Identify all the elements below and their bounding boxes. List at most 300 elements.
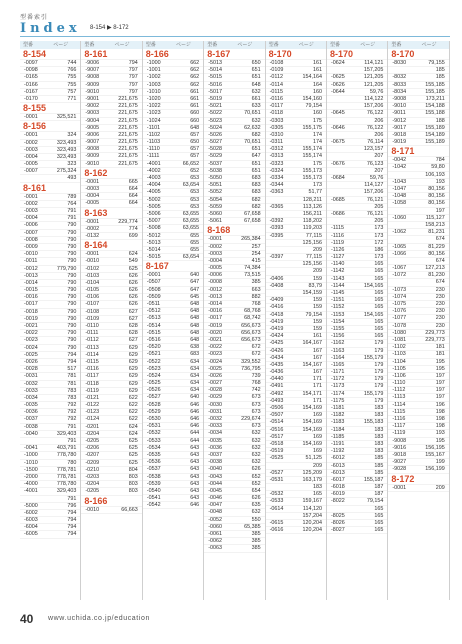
page-ref: 653: [190, 175, 200, 181]
page-ref: 183: [312, 484, 322, 491]
page-ref: 783: [67, 387, 77, 394]
model-number: -0002: [85, 225, 100, 232]
index-row: [20, 266, 80, 273]
model-number: [327, 67, 356, 73]
page-ref: 797: [128, 88, 138, 95]
index-row: [327, 304, 387, 311]
page-ref: 634: [190, 387, 200, 394]
model-number: -9009: [85, 81, 100, 88]
index-row: [204, 197, 264, 204]
model-number: -0311: [269, 139, 283, 146]
index-row: [204, 531, 264, 538]
index-row: [204, 366, 264, 373]
page-ref: 794: [67, 351, 77, 358]
index-row: [143, 373, 203, 380]
model-number: -0047: [208, 502, 222, 509]
model-number: -0043: [208, 473, 222, 480]
model-number: -0344: [269, 182, 284, 189]
index-row: [81, 481, 141, 488]
page-ref: 229,674: [241, 416, 261, 422]
model-number: -1142: [331, 268, 345, 275]
page-ref: 643: [190, 466, 200, 473]
index-row: [204, 380, 264, 387]
index-row: [327, 333, 387, 340]
model-number: -4001: [146, 160, 161, 167]
index-row: [81, 445, 141, 452]
page-ref: 159,167: [302, 498, 322, 505]
index-row: [81, 193, 141, 200]
page-ref: 683: [190, 351, 200, 358]
model-number: -1060: [392, 214, 407, 221]
page-ref: 70,651: [244, 139, 261, 146]
page-ref: 638: [190, 344, 200, 351]
index-row: [388, 118, 448, 125]
page-ref: 324: [67, 132, 77, 139]
page-ref: 230: [435, 301, 445, 307]
model-number: -0524: [146, 372, 161, 379]
column-header: [388, 41, 448, 49]
index-row: [266, 391, 326, 398]
page-ref: 159: [312, 297, 322, 304]
column-header-page: ページ: [298, 42, 314, 48]
page-ref: 81,230: [428, 272, 445, 279]
model-number: -0522: [146, 358, 161, 365]
index-row: [20, 237, 80, 244]
index-row: [204, 330, 264, 337]
page-ref: 648: [190, 336, 200, 343]
index-row: [20, 215, 80, 222]
index-row: [266, 139, 326, 146]
model-number: -1078: [392, 322, 407, 329]
page-ref: 632: [251, 437, 261, 444]
model-number: -0493: [269, 397, 284, 404]
model-number: -5038: [208, 167, 222, 174]
model-number: -1143: [331, 275, 345, 282]
page-ref: 197: [435, 372, 445, 379]
index-row: [266, 161, 326, 168]
page-ref: 174: [312, 131, 322, 138]
page-ref: 154,160: [302, 95, 322, 102]
index-row: [204, 132, 264, 139]
page-ref: 683: [251, 189, 261, 196]
index-row: [143, 387, 203, 394]
page-ref: 790: [67, 243, 77, 250]
column-header-page: ページ: [237, 42, 253, 48]
index-row: [327, 182, 387, 189]
index-row: [20, 345, 80, 352]
model-number: -0033: [208, 423, 222, 430]
model-number: -0542: [146, 502, 161, 509]
page-ref: 174: [312, 139, 322, 146]
index-row: [143, 153, 203, 160]
model-number: -9010: [392, 103, 407, 110]
page-ref: 173: [374, 225, 384, 232]
model-number: -1000: [146, 60, 161, 66]
page-ref: 629: [128, 344, 138, 351]
index-row: [204, 373, 264, 380]
index-row: [266, 333, 326, 340]
page-ref: 183: [374, 433, 384, 440]
index-row: [20, 424, 80, 431]
model-number: [266, 197, 295, 203]
index-row: [204, 67, 264, 74]
page-ref: 114,121: [364, 60, 384, 66]
page-ref: 197: [435, 207, 445, 214]
index-row: [20, 280, 80, 287]
index-row: [204, 265, 264, 272]
model-number: -0512: [146, 308, 161, 315]
model-number: -0013: [208, 293, 222, 300]
index-row: [143, 445, 203, 452]
index-row: [266, 441, 326, 448]
page-ref: 385: [251, 279, 261, 286]
index-row: [266, 369, 326, 376]
index-row: [143, 366, 203, 373]
page-ref: 155,185: [425, 81, 445, 88]
model-number: -0041: [24, 445, 38, 452]
page-ref: 157,206: [363, 103, 384, 110]
page-ref: 66,652: [182, 160, 200, 167]
model-number: -0425: [269, 340, 284, 347]
index-row: [143, 146, 203, 153]
page-ref: 160: [312, 110, 322, 117]
index-row: [388, 132, 448, 139]
index-row: [327, 340, 387, 347]
index-row: [388, 430, 448, 437]
model-number: -9008: [392, 437, 407, 444]
model-number: -4003: [146, 175, 161, 181]
model-number: -1048: [392, 193, 407, 200]
index-row: [81, 474, 141, 481]
column-header: [81, 41, 141, 49]
page-ref: 629: [128, 387, 138, 394]
page-ref: 81,231: [428, 229, 445, 236]
index-row: [81, 139, 141, 146]
model-number: -9004: [85, 117, 100, 124]
model-number: -9002: [85, 103, 100, 110]
page-ref: 183: [374, 412, 384, 419]
index-row: [388, 279, 448, 286]
index-row: [327, 326, 387, 333]
index-row: [204, 509, 264, 516]
index-row: [266, 74, 326, 81]
page-ref: 154,189: [425, 131, 445, 138]
index-row: [327, 362, 387, 369]
page-ref: 632: [251, 444, 261, 451]
page-ref: 221,675: [118, 117, 138, 124]
index-row: [327, 74, 387, 81]
column-header: [143, 41, 203, 49]
page-ref: 163,179: [302, 476, 322, 483]
index-row: [266, 412, 326, 419]
model-number: -0014: [208, 301, 222, 307]
index-row: [266, 326, 326, 333]
index-row: [388, 157, 448, 164]
index-row: [327, 441, 387, 448]
model-number: -1065: [392, 243, 407, 250]
model-number: -9011: [392, 110, 406, 117]
page-ref: 51,77: [308, 189, 322, 196]
page-ref: 797: [128, 81, 138, 88]
model-number: -0032: [208, 416, 222, 422]
index-row: [327, 312, 387, 319]
model-number: -0027: [208, 380, 222, 387]
index-row: [204, 445, 264, 452]
page-ref: 629: [128, 351, 138, 358]
model-number: -0114: [85, 351, 99, 358]
page-ref: 674: [435, 236, 445, 243]
index-row: [204, 74, 264, 81]
index-row: [388, 60, 448, 67]
model-number: -0037: [208, 451, 222, 458]
index-row: [20, 96, 80, 103]
index-row: [388, 110, 448, 117]
index-row: [266, 197, 326, 204]
model-number: -0323: [269, 160, 284, 167]
model-number: -0534: [146, 444, 161, 451]
index-row: [266, 304, 326, 311]
page-ref: 173: [374, 254, 384, 261]
index-row: [327, 369, 387, 376]
index-row: [388, 164, 448, 171]
index-row: [388, 438, 448, 445]
model-number: -0001: [24, 114, 38, 121]
index-table: [20, 41, 450, 600]
model-number: -1174: [331, 390, 345, 397]
page-ref: 67,658: [244, 218, 261, 225]
model-number: [266, 290, 295, 296]
series-heading: 8-167: [204, 49, 264, 60]
index-row: [143, 308, 203, 315]
model-number: -5024: [208, 124, 222, 131]
page-ref: 154,169: [302, 405, 322, 411]
index-row: [327, 103, 387, 110]
index-row: [327, 419, 387, 426]
index-row: [388, 186, 448, 193]
model-number: -0506: [269, 405, 284, 411]
model-number: -0324: [269, 167, 284, 174]
page-ref: 206: [374, 117, 384, 124]
page-ref: 171: [312, 383, 322, 390]
model-number: -0209: [85, 459, 100, 466]
page-ref: 780: [67, 459, 77, 466]
index-row: [20, 175, 80, 182]
model-number: -9006: [85, 131, 100, 138]
model-number: -0518: [269, 440, 284, 447]
model-number: -0004: [24, 153, 38, 160]
index-row: [327, 153, 387, 160]
page-ref: 768: [251, 301, 261, 307]
index-row: [81, 330, 141, 337]
page-ref: 325,521: [56, 114, 77, 121]
series-heading: 8-161: [20, 183, 80, 194]
index-row: [204, 168, 264, 175]
page-ref: 79,154: [305, 311, 322, 318]
index-row: [204, 182, 264, 189]
page-ref: 778,781: [56, 466, 77, 473]
model-number: -5019: [208, 95, 222, 102]
model-number: [266, 484, 295, 490]
index-row: [143, 240, 203, 247]
index-row: [327, 132, 387, 139]
index-row: [204, 438, 264, 445]
page-ref: 744: [67, 60, 77, 66]
model-number: -0393: [269, 225, 284, 232]
model-number: -0526: [146, 387, 161, 394]
page-ref: 120,204: [302, 520, 322, 526]
model-number: -0532: [146, 430, 161, 437]
page-ref: 59,76: [369, 175, 384, 181]
index-row: [81, 316, 141, 323]
model-number: -0538: [146, 473, 161, 480]
page-ref: 154,188: [425, 103, 445, 110]
index-row: [266, 484, 326, 491]
model-number: [266, 513, 295, 519]
model-number: [266, 268, 295, 274]
model-number: -0313: [269, 153, 284, 160]
model-number: -6002: [24, 509, 38, 516]
page-ref: 622: [128, 394, 138, 401]
index-row: [327, 498, 387, 505]
model-number: -5028: [208, 146, 222, 153]
page-ref: 790: [67, 337, 77, 344]
model-number: -0531: [269, 476, 284, 483]
index-row: [81, 89, 141, 96]
index-row: [20, 352, 80, 359]
page-ref: 517: [67, 366, 77, 373]
page-ref: 323: [67, 161, 77, 168]
index-row: [266, 96, 326, 103]
model-number: -9007: [85, 67, 100, 74]
page-ref: 156,199: [425, 466, 445, 473]
model-number: -0002: [24, 139, 38, 146]
page-ref: 755: [67, 74, 77, 81]
index-row: [388, 373, 448, 380]
page-ref: 185: [374, 455, 384, 462]
page-ref: 173,211: [425, 95, 445, 102]
index-row: [266, 513, 326, 520]
index-row: [20, 395, 80, 402]
footer-url[interactable]: www.uchida.co.jp/education: [48, 615, 150, 622]
page-ref: 118,202: [302, 218, 322, 225]
index-row: [20, 147, 80, 154]
page-ref: 121,205: [363, 81, 384, 88]
page-ref: 385: [251, 538, 261, 545]
index-row: [327, 261, 387, 268]
model-number: -5059: [208, 203, 222, 210]
page-ref: 794: [67, 524, 77, 531]
index-row: [81, 507, 141, 514]
model-number: -0108: [85, 308, 100, 315]
model-number: -1066: [392, 250, 407, 257]
index-row: [266, 312, 326, 319]
page-ref: 757: [67, 88, 77, 95]
page-ref: 646: [190, 423, 200, 430]
page-ref: 628: [128, 330, 138, 337]
index-row: [81, 366, 141, 373]
model-number: -0614: [269, 505, 284, 512]
model-number: -0426: [269, 347, 284, 354]
page-ref: 673: [251, 401, 261, 408]
index-row: [327, 484, 387, 491]
index-row: [143, 380, 203, 387]
index-row: [266, 491, 326, 498]
model-number: -0424: [269, 333, 284, 340]
model-number: -0001: [146, 272, 161, 279]
index-row: [204, 236, 264, 243]
index-row: [327, 225, 387, 232]
index-row: [266, 383, 326, 390]
column-header-model: 型番: [330, 42, 341, 48]
index-row: [327, 527, 387, 534]
column-header-model: 型番: [207, 42, 218, 48]
page-ref: 664: [128, 193, 138, 200]
index-row: [204, 125, 264, 132]
page-ref: 790: [67, 301, 77, 308]
page-ref: 781: [67, 373, 77, 380]
model-number: -0528: [146, 401, 161, 408]
model-number: -0004: [24, 215, 38, 222]
page-ref: 653: [190, 189, 200, 196]
header-rule: [20, 36, 450, 37]
index-row: [81, 280, 141, 287]
page-ref: 651: [251, 67, 261, 74]
page-ref: 154,171: [302, 390, 322, 397]
page-ref: 265,384: [241, 236, 261, 243]
page-ref: 199: [435, 459, 445, 466]
index-row: [20, 481, 80, 488]
model-number: -0108: [269, 60, 284, 66]
model-number: -0103: [85, 272, 100, 279]
page-ref: 156,211: [302, 210, 322, 217]
index-row: [388, 315, 448, 322]
index-row: [20, 503, 80, 510]
index-row: [388, 172, 448, 179]
model-number: -1062: [392, 229, 407, 236]
page-ref: 632: [251, 117, 261, 124]
index-row: [266, 319, 326, 326]
model-number: -0531: [146, 423, 161, 430]
index-row: [20, 445, 80, 452]
model-number: -0028: [24, 366, 38, 373]
model-number: -0521: [146, 351, 161, 358]
index-row: [388, 380, 448, 387]
page-ref: 790: [67, 279, 77, 286]
model-number: -0492: [269, 390, 284, 397]
model-number: -0334: [269, 175, 284, 181]
index-row: [327, 125, 387, 132]
model-number: -5016: [208, 81, 222, 88]
page-ref: 629: [128, 358, 138, 365]
index-row: [204, 495, 264, 502]
index-row: [327, 67, 387, 74]
page-ref: 80,156: [428, 193, 445, 200]
index-row: [81, 161, 141, 168]
index-row: [81, 395, 141, 402]
model-number: -5015: [146, 254, 161, 261]
page-ref: 154,167: [302, 361, 322, 368]
index-row: [266, 175, 326, 182]
page-ref: 121,205: [363, 74, 384, 81]
index-row: [81, 460, 141, 467]
index-row: [81, 438, 141, 445]
model-number: -1000: [24, 452, 38, 459]
page-ref: 128,211: [302, 196, 322, 203]
model-number: -0117: [269, 103, 283, 110]
page-ref: 106,193: [425, 171, 445, 178]
index-row: [81, 146, 141, 153]
page-ref: 167: [312, 354, 322, 361]
